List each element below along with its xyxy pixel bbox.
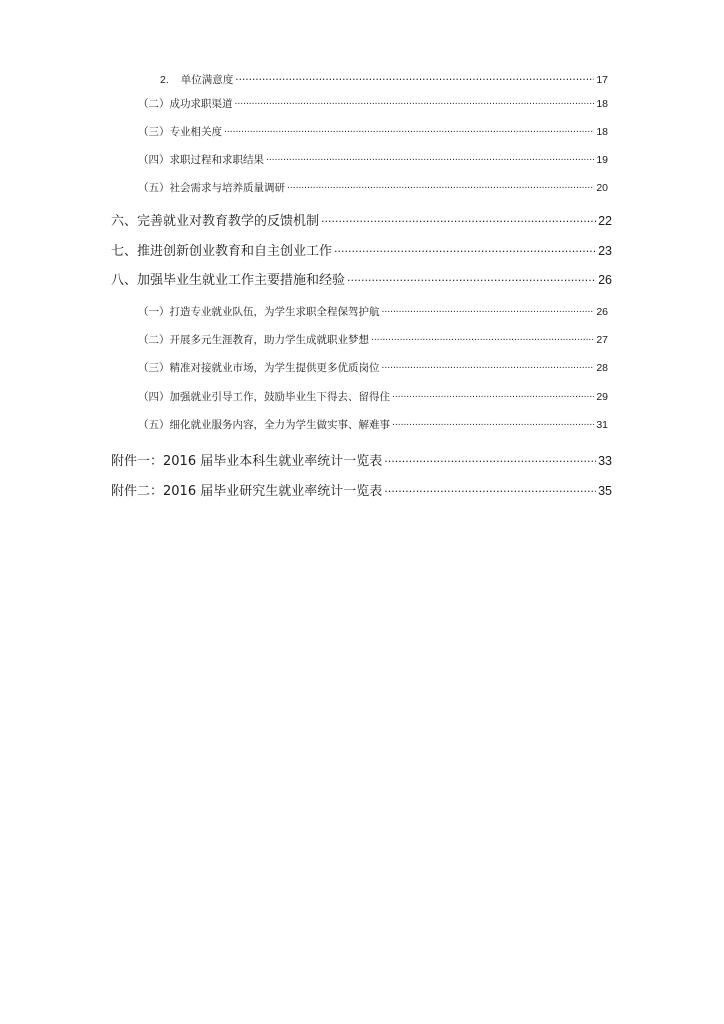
toc-page-number: 33 — [598, 454, 612, 468]
dot-leader — [224, 125, 594, 136]
toc-page-number: 19 — [596, 154, 608, 166]
dot-leader — [347, 271, 596, 284]
toc-entry-label: （三）专业相关度 — [138, 126, 222, 138]
dot-leader — [382, 361, 595, 372]
toc-page-number: 29 — [596, 391, 608, 403]
toc-entry-label: （二）开展多元生涯教育，助力学生成就职业梦想 — [138, 334, 369, 346]
toc-entry[interactable] — [111, 480, 612, 499]
toc-entry-label: 七、推进创新创业教育和自主创业工作 — [111, 244, 333, 259]
toc-entry-label: 六、完善就业对教育教学的反馈机制 — [111, 214, 320, 229]
toc-entry-label: 八、加强毕业生就业工作主要措施和经验 — [111, 273, 346, 288]
dot-leader — [235, 97, 595, 108]
toc-page-number: 26 — [598, 273, 612, 287]
dot-leader — [235, 73, 594, 84]
toc-entry[interactable] — [138, 180, 608, 195]
toc-entry-label: （四）加强就业引导工作，鼓励毕业生下得去、留得住 — [138, 391, 390, 403]
toc-entry[interactable] — [111, 240, 612, 259]
toc-page-number: 28 — [596, 362, 608, 374]
dot-leader — [287, 181, 594, 192]
dot-leader — [392, 390, 594, 401]
toc-page-number: 17 — [596, 74, 608, 86]
toc-entry-label: （五）细化就业服务内容，全力为学生做实事、解难事 — [138, 419, 390, 431]
toc-entry[interactable] — [138, 152, 608, 167]
dot-leader — [334, 242, 596, 255]
toc-entry-label: （四）求职过程和求职结果 — [138, 154, 264, 166]
toc-entry[interactable] — [111, 269, 612, 288]
toc-entry[interactable] — [111, 450, 612, 469]
toc-entry[interactable] — [160, 72, 608, 87]
toc-entry-label: （三）精准对接就业市场，为学生提供更多优质岗位 — [138, 362, 380, 374]
toc-entry[interactable] — [138, 360, 608, 375]
toc-page-number: 18 — [596, 98, 608, 110]
toc-entry[interactable] — [111, 210, 612, 229]
toc-entry-label: （五）社会需求与培养质量调研 — [138, 182, 285, 194]
dot-leader — [384, 452, 596, 465]
toc-entry-label: 附件一：2016 届毕业本科生就业率统计一览表 — [111, 454, 383, 469]
dot-leader — [266, 153, 594, 164]
toc-page-number: 27 — [596, 334, 608, 346]
toc-page-number: 20 — [596, 182, 608, 194]
dot-leader — [382, 305, 595, 316]
dot-leader — [371, 333, 594, 344]
toc-page-number: 18 — [596, 126, 608, 138]
toc-entry[interactable] — [138, 124, 608, 139]
toc-entry-label: （二）成功求职渠道 — [138, 98, 233, 110]
toc-entry-label: 附件二：2016 届毕业研究生就业率统计一览表 — [111, 484, 383, 499]
dot-leader — [384, 482, 596, 495]
toc-page-number: 23 — [598, 244, 612, 258]
toc-page-number: 22 — [598, 214, 612, 228]
toc-page-number: 35 — [598, 484, 612, 498]
toc-entry-label: （一）打造专业就业队伍，为学生求职全程保驾护航 — [138, 306, 380, 318]
toc-entry[interactable] — [138, 332, 608, 347]
dot-leader — [321, 212, 596, 225]
toc-entry[interactable] — [138, 389, 608, 404]
toc-page-number: 31 — [596, 419, 608, 431]
toc-entry[interactable] — [138, 417, 608, 432]
toc-entry[interactable] — [138, 96, 608, 111]
toc-entry[interactable] — [138, 304, 608, 319]
toc-entry-label: 2. 单位满意度 — [160, 74, 234, 86]
dot-leader — [392, 418, 594, 429]
toc-page-number: 26 — [596, 306, 608, 318]
